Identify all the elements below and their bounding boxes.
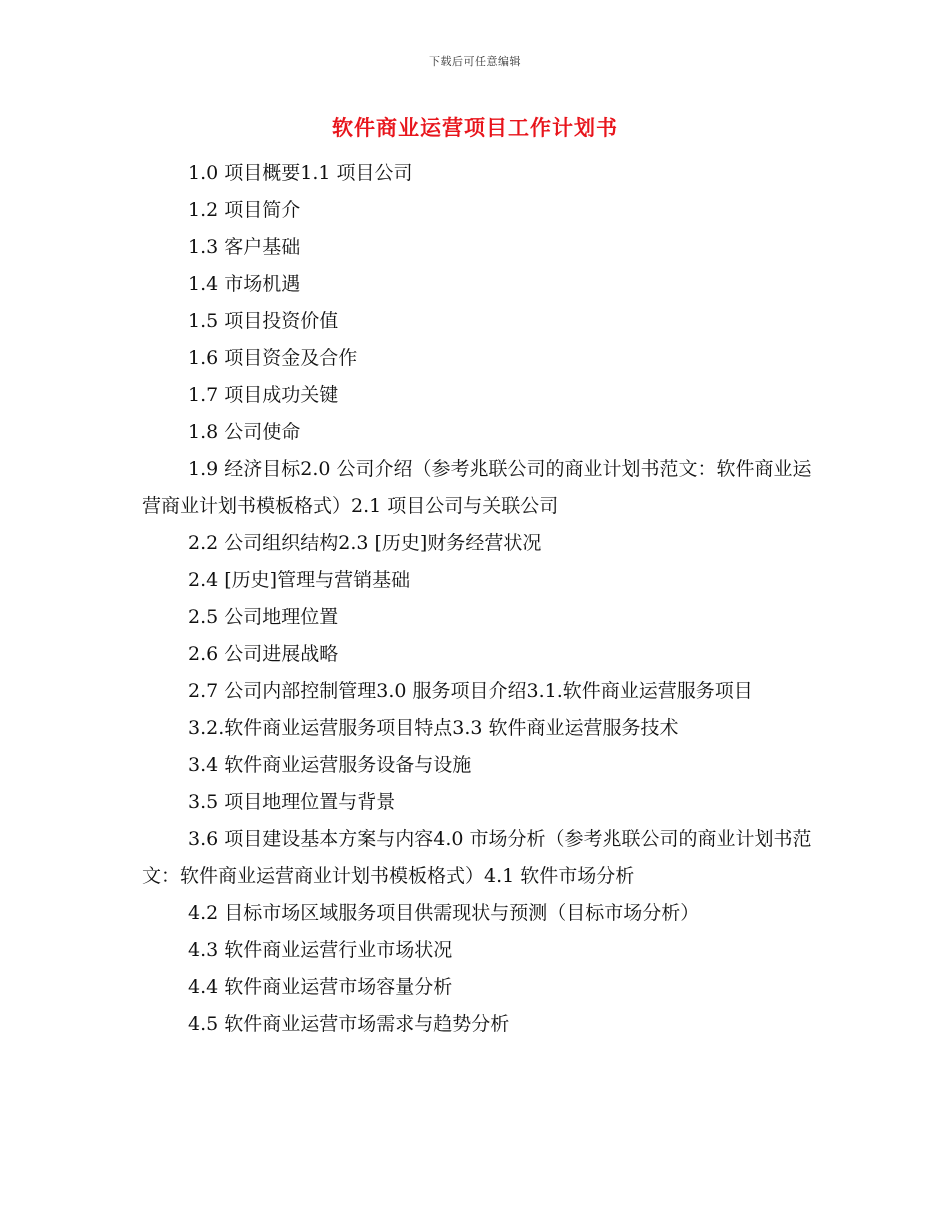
- paragraph: 2.7 公司内部控制管理3.0 服务项目介绍3.1.软件商业运营服务项目: [188, 680, 753, 702]
- document-body: [142, 155, 814, 1043]
- paragraph: 1.8 公司使命: [188, 421, 301, 443]
- paragraph: 1.5 项目投资价值: [188, 310, 339, 332]
- header-note: 下载后可任意编辑: [429, 55, 521, 68]
- paragraph: 1.0 项目概要1.1 项目公司: [188, 162, 413, 184]
- paragraph: 2.6 公司进展战略: [188, 643, 339, 665]
- paragraph: 4.5 软件商业运营市场需求与趋势分析: [188, 1013, 510, 1035]
- document-title: 软件商业运营项目工作计划书: [332, 116, 618, 140]
- paragraph: 2.5 公司地理位置: [188, 606, 339, 628]
- paragraph: 1.7 项目成功关键: [188, 384, 339, 406]
- paragraph: 3.6 项目建设基本方案与内容4.0 市场分析（参考兆联公司的商业计划书范文：软件商业运营商业计划书模板格式）4.1 软件市场分析: [142, 828, 812, 887]
- paragraph: 4.3 软件商业运营行业市场状况: [188, 939, 453, 961]
- paragraph: 4.2 目标市场区域服务项目供需现状与预测（目标市场分析）: [188, 902, 700, 924]
- paragraph: 1.6 项目资金及合作: [188, 347, 358, 369]
- paragraph: 2.4 [历史]管理与营销基础: [188, 569, 411, 591]
- paragraph: 2.2 公司组织结构2.3 [历史]财务经营状况: [188, 532, 542, 554]
- paragraph: 1.4 市场机遇: [188, 273, 301, 295]
- paragraph: 3.2.软件商业运营服务项目特点3.3 软件商业运营服务技术: [188, 717, 679, 739]
- paragraph: 1.9 经济目标2.0 公司介绍（参考兆联公司的商业计划书范文：软件商业运营商业计划书模板格式）2.1 项目公司与关联公司: [142, 458, 812, 517]
- paragraph: 4.4 软件商业运营市场容量分析: [188, 976, 453, 998]
- paragraph: 1.3 客户基础: [188, 236, 301, 258]
- paragraph: 3.4 软件商业运营服务设备与设施: [188, 754, 472, 776]
- paragraph: 3.5 项目地理位置与背景: [188, 791, 396, 813]
- paragraph: 1.2 项目简介: [188, 199, 301, 221]
